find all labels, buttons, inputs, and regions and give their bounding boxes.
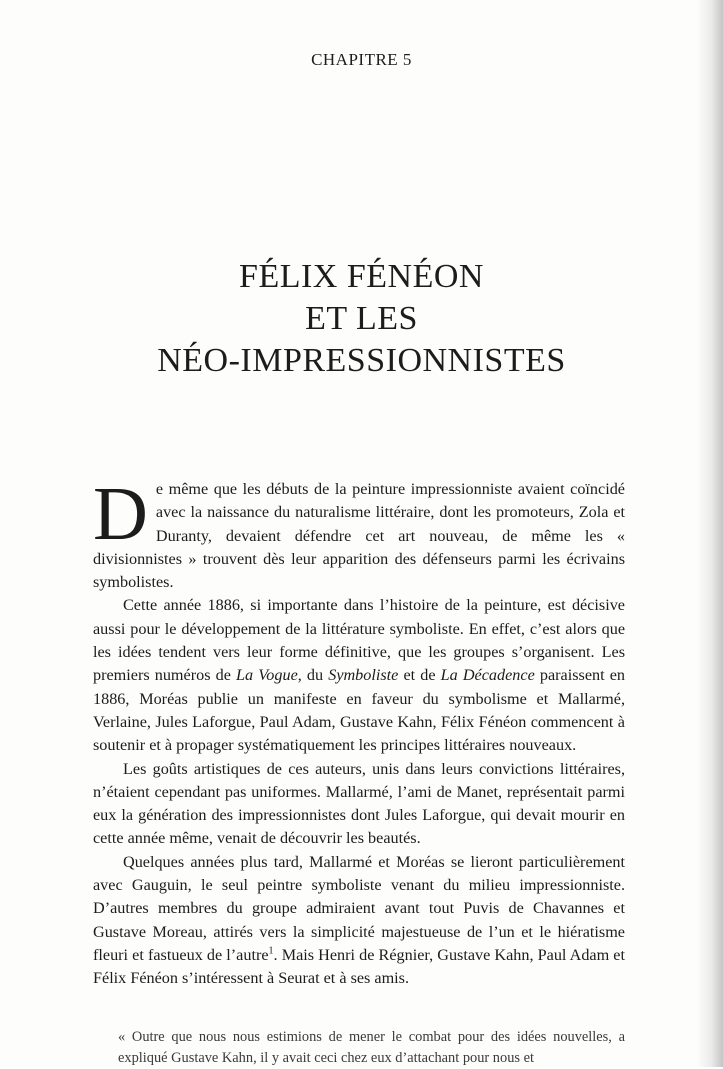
paragraph-2-part-2: , du [297,666,329,685]
paragraph-2-part-1: Cette année 1886, si importante dans l’histoire de la peinture, est décisive aussi pour le développement de la littérature symboliste. En effet, c’est alors que les idées tendent vers leur forme définitive, que les groupes s’organisent. Les premiers numéros de [93,596,625,685]
paragraph-1-text: e même que les débuts de la peinture impressionniste avaient coïncidé avec la naissance du naturalisme littéraire, dont les promoteurs, Zola et Duranty, devaient défendre cet art nouveau, de même les « divisionnistes » trouvent dès leur apparition des défenseurs parmi les écrivains symbolistes. [93,480,625,592]
drop-cap: D [93,472,148,556]
chapter-title-line-2: ET LES [305,300,418,337]
journal-title-la-vogue: La Vogue [236,666,298,685]
block-quote-text: « Outre que nous nous estimions de mener le combat pour des idées nouvelles, a expliqué Gustave Kahn, il y avait ceci chez eux d’attachant pour nous et [118,1029,625,1066]
footnote-marker: 1 [268,945,274,957]
journal-title-symboliste: Symboliste [328,666,399,685]
chapter-title-line-1: FÉLIX FÉNÉON [239,258,484,295]
paragraph-2-part-4: paraissent en 1886, Moréas publie un manifeste en faveur du symbolisme et Mallarmé, Verlaine, Jules Laforgue, Paul Adam, Gustave Kahn, Félix Fénéon commencent à soutenir et à propager systématiquement les principes littéraires nouveaux. [93,666,625,755]
chapter-title-line-3: NÉO-IMPRESSIONNISTES [157,342,566,379]
paragraph-3: Les goûts artistiques de ces auteurs, unis dans leurs convictions littéraires, n’étaient cependant pas uniformes. Mallarmé, l’ami de Manet, représentait parmi eux la génération des impressionnistes dont Jules Laforgue, qui devait mourir en cette année même, venait de découvrir les beautés. [93,759,625,848]
chapter-label: CHAPITRE 5 [311,50,412,69]
paragraph-4 [93,851,625,991]
paragraph-4-part-1: Quelques années plus tard, Mallarmé et Moréas se lieront particulièrement avec Gauguin, le seul peintre symboliste venant du milieu impressionniste. D’autres membres du groupe admiraient avant tout Puvis de Chavannes et Gustave Moreau, attirés vers la simplicité majestueuse de l’un et le hiératisme fleuri et fastueux de l’autre [93,852,625,964]
body-text [93,472,625,991]
paragraph-2 [93,594,625,757]
paragraph-2-part-3: et de [398,666,441,685]
chapter-title [0,256,723,382]
paragraph-1 [93,472,625,594]
journal-title-la-decadence: La Décadence [440,666,535,685]
paragraph-4-part-2: . Mais Henri de Régnier, Gustave Kahn, Paul Adam et Félix Fénéon s’intéressent à Seurat et à ses amis. [93,945,625,988]
block-quote [118,1027,625,1069]
page-edge-shadow [697,0,723,1067]
